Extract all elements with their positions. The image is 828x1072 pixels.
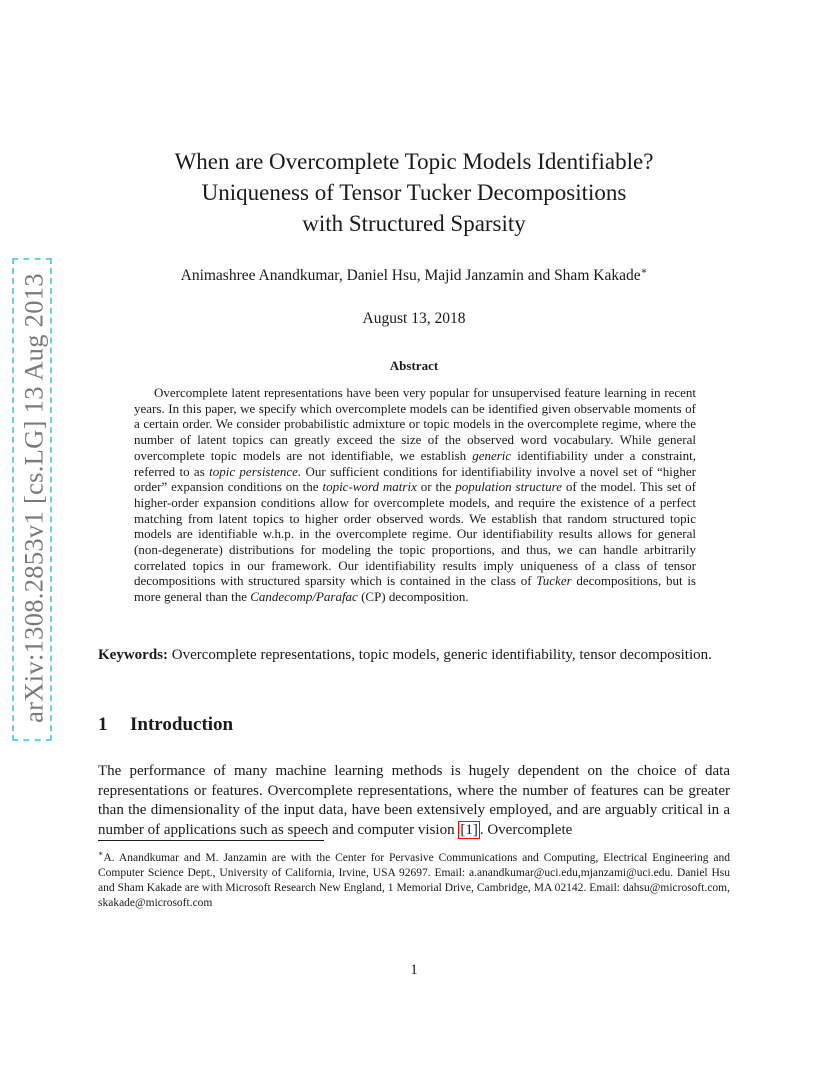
abstract-text-3: Our sufficient conditions for identifiability involve a novel set of “higher order” expansion conditions on the xyxy=(134,463,696,495)
abstract-text-6: decompositions, but is more general than the xyxy=(134,573,696,605)
title-line-1: When are Overcomplete Topic Models Identifiable? xyxy=(174,149,654,174)
abstract-text-1: Overcomplete latent representations have been very popular for unsupervised feature learning in recent years. In this paper, we specify which overcomplete models can be identified given observable moments of a certain order. We consider probabilistic admixture or topic models in the overcomplete regime, where the number of latent topics can greatly exceed the size of the observed word vocabulary. While general overcomplete topic models are not identifiable, we establish xyxy=(134,385,696,463)
citation-link[interactable]: [1] xyxy=(460,821,478,838)
abstract-emphasis-candecomp-parafac: Candecomp/Parafac xyxy=(250,589,358,605)
abstract-emphasis-tucker: Tucker xyxy=(536,573,572,589)
paper-date: August 13, 2018 xyxy=(362,310,466,327)
section-number: 1 xyxy=(98,714,108,735)
abstract-text-5: of the model. This set of higher-order expansion conditions allow for overcomplete models, and require the existence of a perfect matching from latent topics to higher order observed words. We establish that random structured topic models are identifiable w.h.p. in the overcomplete regime. Our identifiability results allows for general (non-degenerate) distributions for modeling the topic proportions, and thus, we can handle arbitrarily correlated topics in our framework. Our identifiability results imply uniqueness of a class of tensor decompositions with structured sparsity which is contained in the class of xyxy=(134,479,696,589)
section-title: Introduction xyxy=(130,714,234,735)
title-line-3: with Structured Sparsity xyxy=(302,211,526,236)
abstract-text-4: or the xyxy=(416,479,456,495)
keywords-label: Keywords: xyxy=(98,647,168,663)
page-number: 1 xyxy=(410,962,418,978)
keywords-paragraph xyxy=(98,646,730,666)
keywords-text: Overcomplete representations, topic models, generic identifiability, tensor decomposition. xyxy=(168,647,712,663)
introduction-paragraph xyxy=(98,762,730,840)
abstract-emphasis-generic: generic xyxy=(472,447,512,463)
author-footnote xyxy=(98,846,730,912)
intro-text-before-cite: The performance of many machine learning methods is hugely dependent on the choice of data representations or features. Overcomplete representations, where the number of features can be greater than the dimensionality of the input data, have been extensively employed, and are arguably critical in a number of applications such as speech and computer vision xyxy=(98,763,730,838)
title-line-2: Uniqueness of Tensor Tucker Decompositions xyxy=(201,180,627,205)
footnote-text: A. Anandkumar and M. Janzamin are with the Center for Pervasive Communications and Computing, Electrical Engineering and Computer Science Dept., University of California, Irvine, USA 92697. Email: a.anandkumar@uci.edu,mjanzami@uci.edu. Daniel Hsu and Sham Kakade are with Microsoft Research New England, 1 Memorial Drive, Cambridge, MA 02142. Email: dahsu@microsoft.com, skakade@microsoft.com xyxy=(98,851,730,910)
abstract-heading: Abstract xyxy=(389,358,439,373)
paper-title xyxy=(100,146,728,239)
footnote-divider xyxy=(98,840,324,841)
section-heading-introduction xyxy=(98,714,233,736)
abstract-emphasis-population-structure: population structure xyxy=(455,479,562,495)
abstract-emphasis-topic-word-matrix: topic-word matrix xyxy=(322,479,417,495)
author-names: Animashree Anandkumar, Daniel Hsu, Majid Janzamin and Sham Kakade xyxy=(180,267,641,285)
author-list xyxy=(100,266,728,285)
abstract-text-7: (CP) decomposition. xyxy=(357,589,469,605)
abstract-emphasis-topic-persistence: topic persistence. xyxy=(209,463,302,479)
abstract-body xyxy=(134,385,696,605)
intro-text-after-cite: . Overcomplete xyxy=(479,821,573,838)
arxiv-stamp-text: arXiv:1308.2853v1 [cs.LG] 13 Aug 2013 xyxy=(18,273,49,723)
abstract-text-2: identifiability under a constraint, referred to as xyxy=(134,447,696,479)
author-footnote-mark[interactable]: ∗ xyxy=(640,266,648,277)
footnote-mark: ∗ xyxy=(98,849,104,858)
